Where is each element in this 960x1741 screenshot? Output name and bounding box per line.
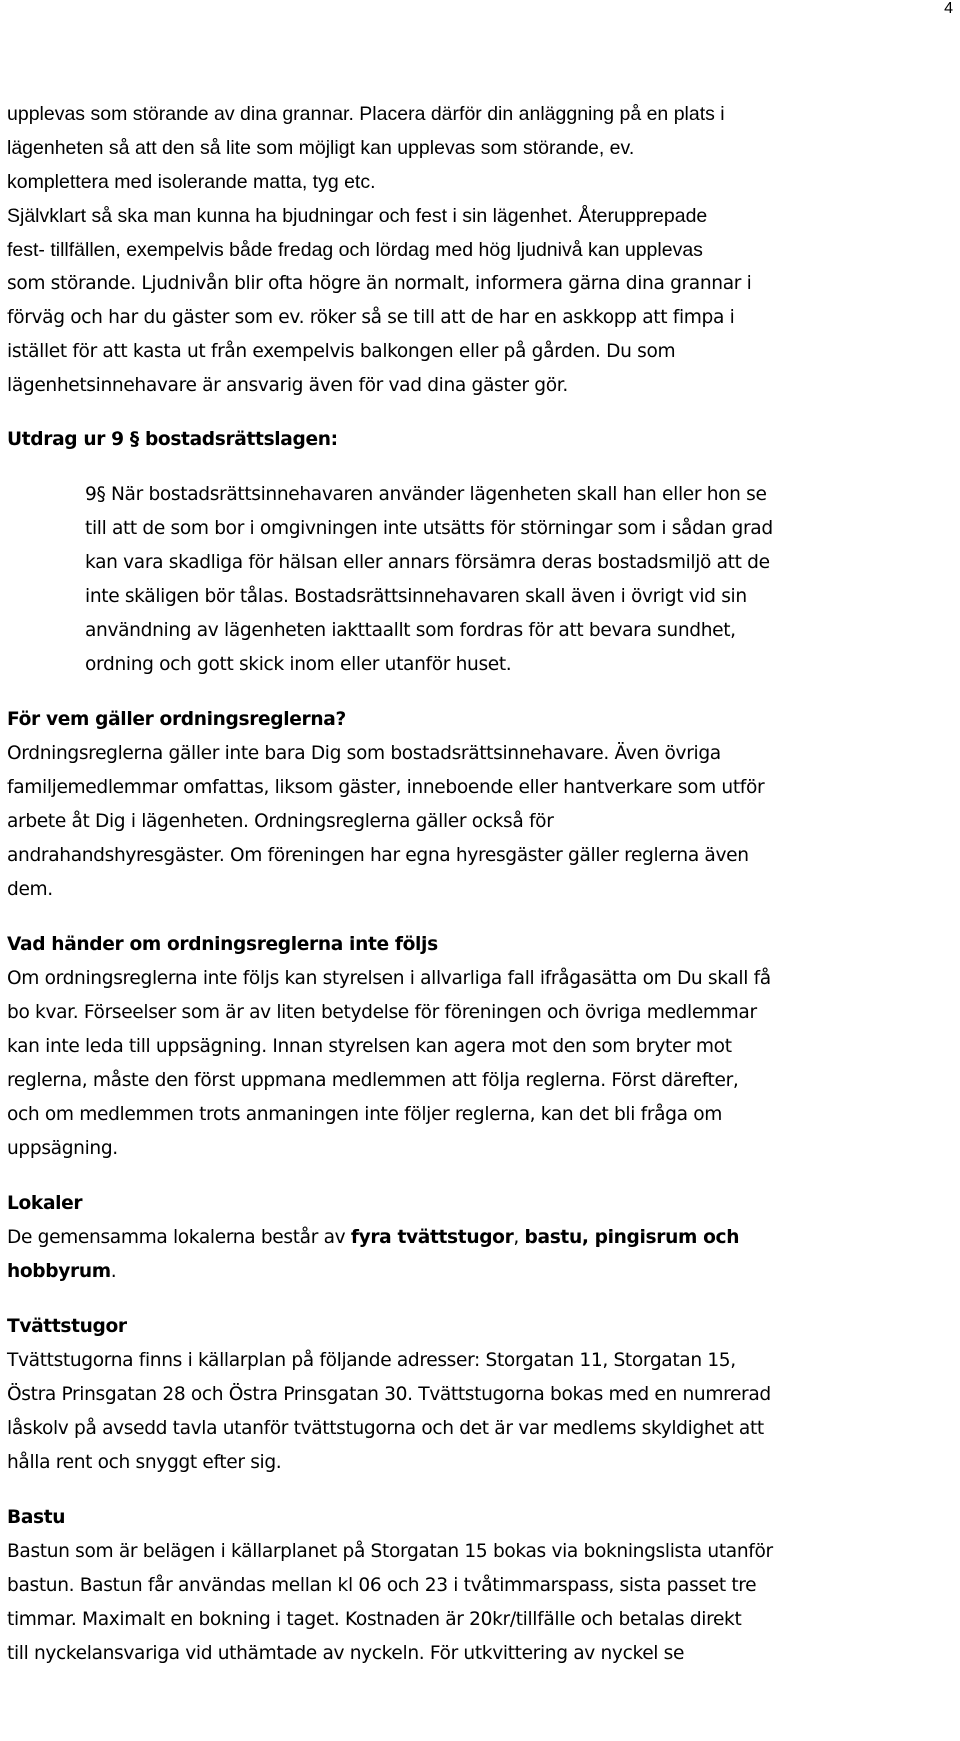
intro-line: förväg och har du gäster som ev. röker så se till att de har en askkopp att fimpa i bbox=[7, 307, 735, 328]
sauna-line: till nyckelansvariga vid uthämtade av nyckeln. För utkvittering av nyckel se bbox=[7, 1643, 685, 1664]
law-line: till att de som bor i omgivningen inte utsätts för störningar som i sådan grad bbox=[85, 518, 773, 539]
law-line: kan vara skadliga för hälsan eller annars försämra deras bostadsmiljö att de bbox=[85, 552, 770, 573]
intro-line: lägenheten så att den så lite som möjligt kan upplevas som störande, ev. bbox=[7, 137, 635, 159]
violation-line: kan inte leda till uppsägning. Innan styrelsen kan agera mot den som bryter mot bbox=[7, 1036, 732, 1057]
intro-line: lägenhetsinnehavare är ansvarig även för vad dina gäster gör. bbox=[7, 375, 568, 396]
scope-line: andrahandshyresgäster. Om föreningen har egna hyresgäster gäller reglerna även bbox=[7, 845, 749, 866]
laundry-line: låskolv på avsedd tavla utanför tvättstugorna och det är var medlems skyldighet att bbox=[7, 1418, 764, 1439]
law-line: inte skäligen bör tålas. Bostadsrättsinnehavaren skall även i övrigt vid sin bbox=[85, 586, 747, 607]
intro-line: fest- tillfällen, exempelvis både fredag och lördag med hög ljudnivå kan upplevas bbox=[7, 239, 703, 261]
intro-line: istället för att kasta ut från exempelvis balkongen eller på gården. Du som bbox=[7, 341, 676, 362]
law-line: användning av lägenheten iakttaallt som fordras för att bevara sundhet, bbox=[85, 620, 736, 641]
premises-sauna-pingpong: bastu, pingisrum och bbox=[524, 1227, 740, 1248]
violation-line: uppsägning. bbox=[7, 1138, 118, 1159]
premises-hobby-room: hobbyrum bbox=[7, 1261, 111, 1282]
sauna-heading: Bastu bbox=[7, 1507, 66, 1528]
scope-line: dem. bbox=[7, 879, 53, 900]
violation-line: bo kvar. Förseelser som är av liten betydelse för föreningen och övriga medlemmar bbox=[7, 1002, 757, 1023]
premises-line bbox=[7, 1259, 116, 1285]
laundry-line: Tvättstugorna finns i källarplan på följande adresser: Storgatan 11, Storgatan 15, bbox=[7, 1350, 736, 1371]
law-line: ordning och gott skick inom eller utanför huset. bbox=[85, 654, 512, 675]
premises-heading: Lokaler bbox=[7, 1193, 83, 1214]
intro-line: upplevas som störande av dina grannar. Placera därför din anläggning på en plats i bbox=[7, 103, 725, 125]
violation-heading: Vad händer om ordningsreglerna inte följs bbox=[7, 934, 438, 955]
law-line: 9§ När bostadsrättsinnehavaren använder lägenheten skall han eller hon se bbox=[85, 484, 767, 505]
sauna-line: timmar. Maximalt en bokning i taget. Kostnaden är 20kr/tillfälle och betalas direkt bbox=[7, 1609, 742, 1630]
laundry-heading: Tvättstugor bbox=[7, 1316, 127, 1337]
laundry-line: Östra Prinsgatan 28 och Östra Prinsgatan 30. Tvättstugorna bokas med en numrerad bbox=[7, 1384, 771, 1405]
premises-text: De gemensamma lokalerna består av bbox=[7, 1227, 351, 1248]
sauna-line: Bastun som är belägen i källarplanet på Storgatan 15 bokas via bokningslista utanför bbox=[7, 1541, 773, 1562]
intro-line: komplettera med isolerande matta, tyg etc. bbox=[7, 171, 376, 193]
premises-separator: , bbox=[513, 1227, 525, 1248]
scope-heading: För vem gäller ordningsreglerna? bbox=[7, 709, 346, 730]
premises-period: . bbox=[110, 1261, 117, 1282]
law-heading: Utdrag ur 9 § bostadsrättslagen: bbox=[7, 429, 338, 450]
scope-line: familjemedlemmar omfattas, liksom gäster, inneboende eller hantverkare som utför bbox=[7, 777, 765, 798]
premises-line bbox=[7, 1225, 739, 1251]
scope-line: Ordningsreglerna gäller inte bara Dig som bostadsrättsinnehavare. Även övriga bbox=[7, 743, 721, 764]
violation-line: och om medlemmen trots anmaningen inte följer reglerna, kan det bli fråga om bbox=[7, 1104, 722, 1125]
laundry-line: hålla rent och snyggt efter sig. bbox=[7, 1452, 282, 1473]
page-number: 4 bbox=[944, 0, 953, 17]
sauna-line: bastun. Bastun får användas mellan kl 06 och 23 i tvåtimmarspass, sista passet tre bbox=[7, 1575, 757, 1596]
violation-line: reglerna, måste den först uppmana medlemmen att följa reglerna. Först därefter, bbox=[7, 1070, 739, 1091]
scope-line: arbete åt Dig i lägenheten. Ordningsreglerna gäller också för bbox=[7, 811, 554, 832]
violation-line: Om ordningsreglerna inte följs kan styrelsen i allvarliga fall ifrågasätta om Du skall få bbox=[7, 968, 771, 989]
intro-line: Självklart så ska man kunna ha bjudningar och fest i sin lägenhet. Återupprepade bbox=[7, 205, 708, 227]
premises-laundry-rooms: fyra tvättstugor bbox=[350, 1227, 514, 1248]
intro-line: som störande. Ljudnivån blir ofta högre än normalt, informera gärna dina grannar i bbox=[7, 273, 752, 294]
